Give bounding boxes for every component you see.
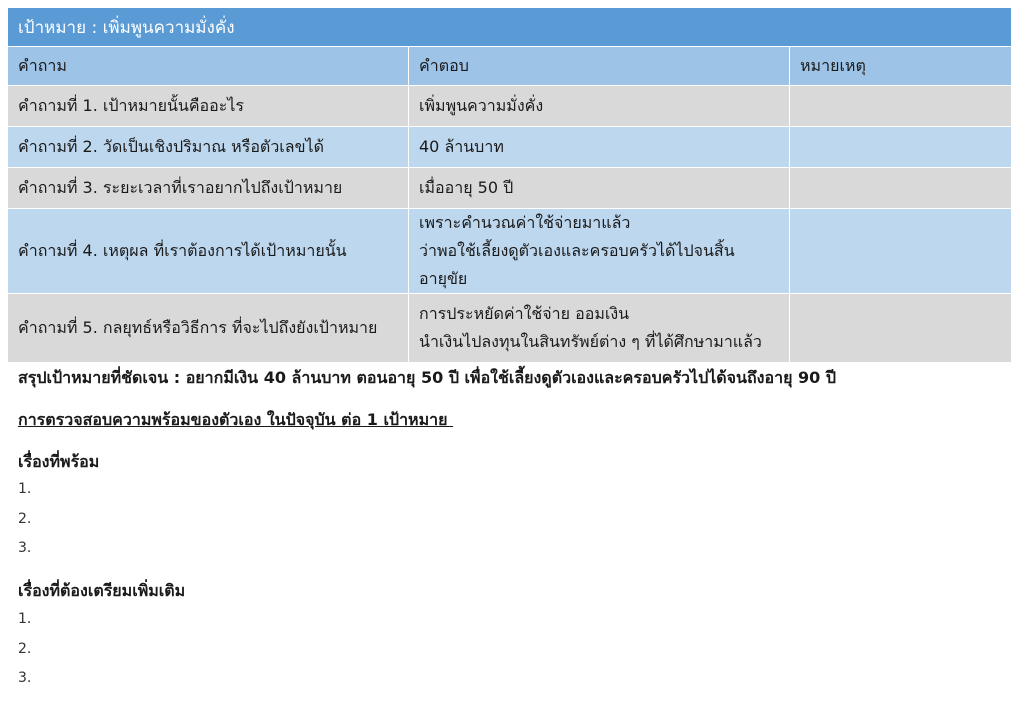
header-question: คำถาม bbox=[8, 47, 409, 86]
prepare-item-1: 1. bbox=[18, 611, 32, 627]
answer-cell bbox=[409, 127, 790, 168]
question-cell: คำถามที่ 5. กลยุทธ์หรือวิธีการ ที่จะไปถึงยังเป้าหมาย bbox=[8, 294, 409, 363]
table-row bbox=[8, 294, 1012, 363]
answer-line: เพราะคำนวณค่าใช้จ่ายมาแล้ว bbox=[419, 213, 631, 232]
note-cell bbox=[790, 209, 1012, 294]
table-title-row bbox=[8, 8, 1012, 47]
table-title: เป้าหมาย : เพิ่มพูนความมั่งคั่ง bbox=[8, 8, 1012, 47]
question-cell: คำถามที่ 1. เป้าหมายนั้นคืออะไร bbox=[8, 86, 409, 127]
note-cell bbox=[790, 127, 1012, 168]
goal-table bbox=[7, 7, 1012, 363]
table-row bbox=[8, 86, 1012, 127]
answer-cell bbox=[409, 86, 790, 127]
answer-cell bbox=[409, 209, 790, 294]
answer-line: ว่าพอใช้เลี้ยงดูตัวเองและครอบครัวได้ไปจนสิ้นอายุขัย bbox=[419, 241, 735, 288]
header-note: หมายเหตุ bbox=[790, 47, 1012, 86]
header-answer: คำตอบ bbox=[409, 47, 790, 86]
goal-document bbox=[7, 7, 1011, 363]
note-cell bbox=[790, 86, 1012, 127]
prepare-item-3: 3. bbox=[18, 670, 32, 686]
ready-item-3: 3. bbox=[18, 540, 32, 556]
ready-item-1: 1. bbox=[18, 481, 32, 497]
answer-cell bbox=[409, 294, 790, 363]
question-cell: คำถามที่ 3. ระยะเวลาที่เราอยากไปถึงเป้าหมาย bbox=[8, 168, 409, 209]
answer-line: การประหยัดค่าใช้จ่าย ออมเงิน bbox=[419, 304, 630, 323]
answer-line: เมื่ออายุ 50 ปี bbox=[419, 177, 514, 197]
readiness-check-title: การตรวจสอบความพร้อมของตัวเอง ในปัจจุบัน ต่อ 1 เป้าหมาย bbox=[18, 410, 454, 429]
answer-line: เพิ่มพูนความมั่งคั่ง bbox=[419, 95, 544, 115]
table-row bbox=[8, 127, 1012, 168]
question-cell: คำถามที่ 2. วัดเป็นเชิงปริมาณ หรือตัวเลขได้ bbox=[8, 127, 409, 168]
question-cell: คำถามที่ 4. เหตุผล ที่เราต้องการได้เป้าหมายนั้น bbox=[8, 209, 409, 294]
answer-line: นำเงินไปลงทุนในสินทรัพย์ต่าง ๆ ที่ได้ศึกษามาแล้ว bbox=[419, 332, 762, 351]
note-cell bbox=[790, 168, 1012, 209]
prepare-section-title: เรื่องที่ต้องเตรียมเพิ่มเติม bbox=[18, 581, 186, 600]
table-header-row bbox=[8, 47, 1012, 86]
prepare-item-2: 2. bbox=[18, 641, 32, 657]
note-cell bbox=[790, 294, 1012, 363]
answer-line: 40 ล้านบาท bbox=[419, 136, 504, 156]
goal-summary: สรุปเป้าหมายที่ชัดเจน : อยากมีเงิน 40 ล้านบาท ตอนอายุ 50 ปี เพื่อใช้เลี้ยงดูตัวเองและครอบครัวไปได้จนถึงอายุ 90 ปี bbox=[18, 368, 836, 387]
table-row bbox=[8, 209, 1012, 294]
ready-item-2: 2. bbox=[18, 511, 32, 527]
answer-cell bbox=[409, 168, 790, 209]
ready-section-title: เรื่องที่พร้อม bbox=[18, 452, 100, 471]
table-row bbox=[8, 168, 1012, 209]
